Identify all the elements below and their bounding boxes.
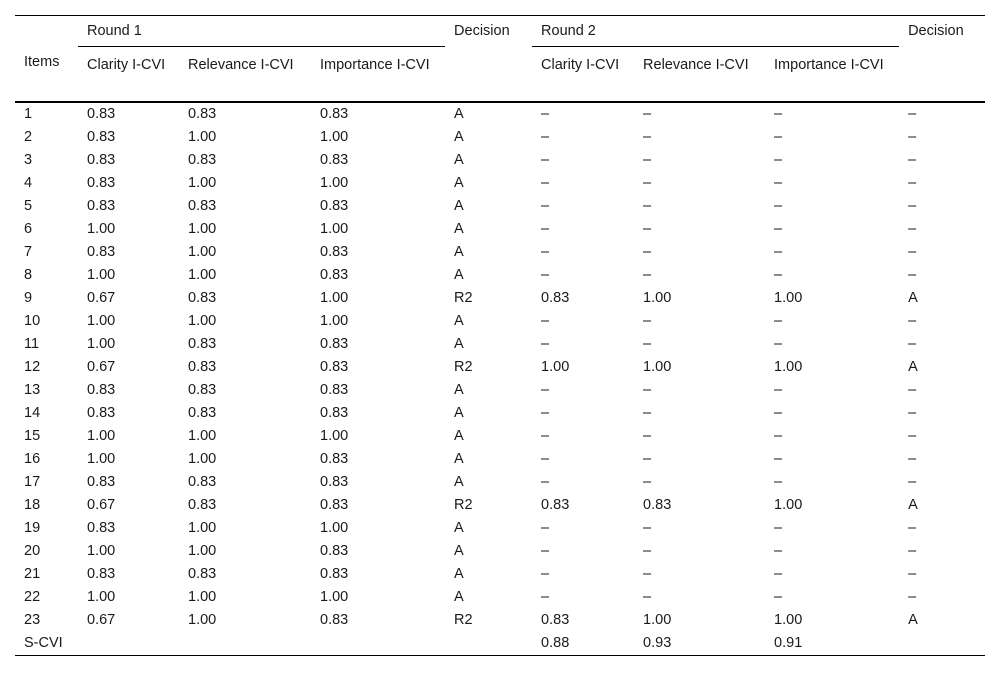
- decision-r2-cell: –: [908, 565, 917, 582]
- relevance-r2-cell: –: [643, 151, 652, 168]
- clarity-r2-cell: –: [541, 473, 550, 490]
- relevance-r1-cell: 0.83: [188, 381, 217, 398]
- importance-r1-cell: 0.83: [320, 105, 349, 122]
- importance-r2-cell: 1.00: [774, 611, 803, 628]
- round1-header: Round 1: [78, 16, 445, 47]
- item-cell: 1: [24, 105, 33, 122]
- decision-r1-cell: A: [454, 381, 464, 398]
- decision-r2-cell: –: [908, 105, 917, 122]
- relevance-r1-cell: [179, 632, 311, 656]
- clarity-r2-cell: –: [541, 404, 550, 421]
- relevance-r1-cell: 1.00: [188, 450, 217, 467]
- relevance-r1-cell: 1.00: [188, 243, 217, 260]
- relevance-r1-cell: 0.83: [188, 289, 217, 306]
- clarity-r1-cell: 1.00: [87, 450, 116, 467]
- decision-r2-cell: A: [908, 289, 918, 306]
- clarity-r1-cell: 0.67: [87, 496, 116, 513]
- table-row: [15, 471, 985, 494]
- table-body: [15, 102, 985, 656]
- decision-r1-cell: A: [454, 220, 464, 237]
- items-header: Items: [15, 16, 78, 102]
- clarity-r2-cell: –: [541, 312, 550, 329]
- clarity-r2-cell: –: [541, 174, 550, 191]
- clarity-r2-cell: –: [541, 243, 550, 260]
- relevance-r2-cell: –: [643, 174, 652, 191]
- relevance-r2-cell: 1.00: [643, 358, 672, 375]
- relevance-r1-cell: 1.00: [188, 588, 217, 605]
- relevance-r2-cell: –: [643, 519, 652, 536]
- relevance-r1-cell: 1.00: [188, 220, 217, 237]
- clarity-r1-cell: 0.67: [87, 358, 116, 375]
- relevance-header-r1: Relevance I-CVI: [179, 47, 311, 102]
- clarity-r1-cell: 0.83: [87, 473, 116, 490]
- round2-header: Round 2: [532, 16, 899, 47]
- decision-r2-cell: –: [908, 220, 917, 237]
- item-cell: 17: [24, 473, 41, 490]
- item-cell: 18: [24, 496, 41, 513]
- clarity-r2-cell: –: [541, 128, 550, 145]
- importance-r2-cell: –: [774, 128, 783, 145]
- clarity-r1-cell: 0.83: [87, 404, 116, 421]
- decision-r2-cell: –: [908, 542, 917, 559]
- relevance-header-r2: Relevance I-CVI: [634, 47, 765, 102]
- clarity-header-r1: Clarity I-CVI: [78, 47, 179, 102]
- importance-r2-cell: –: [774, 312, 783, 329]
- importance-r1-cell: 1.00: [320, 174, 349, 191]
- importance-r1-cell: 1.00: [320, 312, 349, 329]
- importance-r2-cell: –: [774, 151, 783, 168]
- relevance-r1-cell: 0.83: [188, 496, 217, 513]
- clarity-r2-cell: –: [541, 105, 550, 122]
- table-row: [15, 241, 985, 264]
- importance-r2-cell: –: [774, 542, 783, 559]
- relevance-r1-cell: 0.83: [188, 151, 217, 168]
- table-row: [15, 126, 985, 149]
- clarity-r2-cell: –: [541, 588, 550, 605]
- decision-r1-cell: A: [454, 312, 464, 329]
- importance-r1-cell: 0.83: [320, 358, 349, 375]
- relevance-r2-cell: –: [643, 335, 652, 352]
- importance-r2-cell: –: [774, 381, 783, 398]
- relevance-r2-cell: –: [643, 450, 652, 467]
- decision-r2-cell: –: [908, 128, 917, 145]
- table-row: [15, 264, 985, 287]
- decision-r2-cell: A: [908, 611, 918, 628]
- importance-r1-cell: 0.83: [320, 473, 349, 490]
- importance-r2-cell: –: [774, 197, 783, 214]
- table-row: [15, 448, 985, 471]
- decision-r1-cell: A: [454, 151, 464, 168]
- clarity-r2-cell: 1.00: [541, 358, 570, 375]
- importance-r1-cell: 0.83: [320, 404, 349, 421]
- header-row-1: [15, 16, 985, 47]
- relevance-r2-cell: 0.83: [643, 496, 672, 513]
- relevance-r2-cell: –: [643, 542, 652, 559]
- item-cell: 6: [24, 220, 33, 237]
- clarity-r1-cell: 0.83: [87, 565, 116, 582]
- importance-r2-cell: –: [774, 220, 783, 237]
- relevance-r1-cell: 1.00: [188, 128, 217, 145]
- decision-r2-cell: –: [908, 450, 917, 467]
- relevance-r1-cell: 0.83: [188, 197, 217, 214]
- cvi-table: [15, 15, 985, 656]
- decision-r1-cell: A: [454, 197, 464, 214]
- clarity-r2-cell: 0.83: [541, 289, 570, 306]
- item-cell: 7: [24, 243, 33, 260]
- decision-r2-cell: –: [908, 588, 917, 605]
- clarity-r1-cell: 1.00: [87, 266, 116, 283]
- table-row: [15, 172, 985, 195]
- clarity-r1-cell: 0.83: [87, 174, 116, 191]
- importance-r1-cell: 0.83: [320, 381, 349, 398]
- item-cell: 5: [24, 197, 33, 214]
- table-header: [15, 16, 985, 102]
- relevance-r2-cell: –: [643, 312, 652, 329]
- relevance-r1-cell: 0.83: [188, 105, 217, 122]
- importance-r1-cell: 0.83: [320, 197, 349, 214]
- clarity-r2-cell: –: [541, 266, 550, 283]
- decision-r2-cell: –: [908, 519, 917, 536]
- relevance-r1-cell: 1.00: [188, 312, 217, 329]
- table-row: [15, 402, 985, 425]
- importance-r1-cell: 0.83: [320, 496, 349, 513]
- relevance-r1-cell: 0.83: [188, 404, 217, 421]
- clarity-r1-cell: 0.67: [87, 289, 116, 306]
- decision-r1-cell: [445, 632, 532, 656]
- importance-r2-cell: –: [774, 427, 783, 444]
- item-cell: 15: [24, 427, 41, 444]
- decision-r2-cell: –: [908, 381, 917, 398]
- relevance-r2-cell: 1.00: [643, 611, 672, 628]
- relevance-r2-cell: –: [643, 266, 652, 283]
- clarity-r2-cell: –: [541, 151, 550, 168]
- relevance-r2-cell: –: [643, 588, 652, 605]
- decision-r1-cell: A: [454, 542, 464, 559]
- relevance-r2-cell: –: [643, 243, 652, 260]
- importance-r1-cell: 1.00: [320, 128, 349, 145]
- relevance-r2-cell: –: [643, 427, 652, 444]
- decision-r2-cell: A: [908, 496, 918, 513]
- relevance-r1-cell: 1.00: [188, 611, 217, 628]
- clarity-r1-cell: 0.83: [87, 519, 116, 536]
- clarity-r2-cell: 0.83: [541, 611, 570, 628]
- table-row: [15, 379, 985, 402]
- clarity-r1-cell: 1.00: [87, 588, 116, 605]
- table-row: [15, 563, 985, 586]
- relevance-r2-cell: –: [643, 381, 652, 398]
- item-cell: 22: [24, 588, 41, 605]
- item-cell: 2: [24, 128, 33, 145]
- importance-r2-cell: –: [774, 404, 783, 421]
- clarity-r1-cell: 1.00: [87, 220, 116, 237]
- clarity-r1-cell: 0.83: [87, 197, 116, 214]
- item-cell: 13: [24, 381, 41, 398]
- table-row: [15, 609, 985, 632]
- decision-r1-cell: A: [454, 105, 464, 122]
- relevance-r1-cell: 1.00: [188, 542, 217, 559]
- clarity-header-r2: Clarity I-CVI: [532, 47, 634, 102]
- decision-r2-cell: –: [908, 174, 917, 191]
- relevance-r1-cell: 0.83: [188, 565, 217, 582]
- item-cell: 9: [24, 289, 33, 306]
- importance-r2-cell: –: [774, 335, 783, 352]
- decision-r1-cell: R2: [454, 496, 473, 513]
- table-row: [15, 586, 985, 609]
- importance-r1-cell: 0.83: [320, 565, 349, 582]
- importance-r2-cell: –: [774, 450, 783, 467]
- importance-r2-cell: –: [774, 519, 783, 536]
- relevance-r1-cell: 1.00: [188, 266, 217, 283]
- item-cell: 10: [24, 312, 41, 329]
- item-cell: 19: [24, 519, 41, 536]
- item-cell: 4: [24, 174, 33, 191]
- decision-r1-cell: A: [454, 427, 464, 444]
- relevance-r1-cell: 0.83: [188, 358, 217, 375]
- relevance-r2-cell: 1.00: [643, 289, 672, 306]
- clarity-r2-cell: –: [541, 450, 550, 467]
- table-row: [15, 287, 985, 310]
- importance-r1-cell: 0.83: [320, 450, 349, 467]
- item-cell: 14: [24, 404, 41, 421]
- table-row: [15, 517, 985, 540]
- importance-r1-cell: [311, 632, 445, 656]
- importance-r2-cell: –: [774, 588, 783, 605]
- importance-header-r1: Importance I-CVI: [311, 47, 445, 102]
- table-row: [15, 540, 985, 563]
- importance-r2-cell: –: [774, 105, 783, 122]
- clarity-r1-cell: 1.00: [87, 427, 116, 444]
- decision-r1-cell: A: [454, 266, 464, 283]
- relevance-r2-cell: –: [643, 565, 652, 582]
- importance-r2-cell: 1.00: [774, 358, 803, 375]
- item-cell: 11: [24, 335, 40, 352]
- decision-r1-cell: R2: [454, 289, 473, 306]
- decision-r2-cell: –: [908, 473, 917, 490]
- decision-r2-cell: –: [908, 151, 917, 168]
- item-cell: 21: [24, 565, 41, 582]
- importance-r1-cell: 0.83: [320, 243, 349, 260]
- relevance-r2-cell: –: [643, 128, 652, 145]
- decision-r1-cell: R2: [454, 358, 473, 375]
- importance-r2-cell: 1.00: [774, 289, 803, 306]
- importance-r1-cell: 0.83: [320, 335, 349, 352]
- importance-r1-cell: 1.00: [320, 220, 349, 237]
- importance-r2-cell: –: [774, 174, 783, 191]
- clarity-r2-cell: 0.88: [532, 632, 634, 656]
- relevance-r2-cell: –: [643, 220, 652, 237]
- item-cell: 8: [24, 266, 33, 283]
- relevance-r2-cell: –: [643, 105, 652, 122]
- importance-r1-cell: 0.83: [320, 266, 349, 283]
- clarity-r2-cell: –: [541, 427, 550, 444]
- clarity-r1-cell: [78, 632, 179, 656]
- clarity-r2-cell: –: [541, 519, 550, 536]
- clarity-r1-cell: 0.83: [87, 128, 116, 145]
- importance-header-r2: Importance I-CVI: [765, 47, 899, 102]
- relevance-r1-cell: 1.00: [188, 174, 217, 191]
- table-row: [15, 195, 985, 218]
- clarity-r1-cell: 1.00: [87, 335, 116, 352]
- decision-r2-cell: –: [908, 312, 917, 329]
- relevance-r1-cell: 0.83: [188, 335, 217, 352]
- importance-r1-cell: 1.00: [320, 289, 349, 306]
- clarity-r2-cell: –: [541, 220, 550, 237]
- decision-r1-cell: A: [454, 450, 464, 467]
- clarity-r1-cell: 0.83: [87, 105, 116, 122]
- clarity-r2-cell: –: [541, 197, 550, 214]
- clarity-r1-cell: 0.83: [87, 243, 116, 260]
- relevance-r2-cell: –: [643, 197, 652, 214]
- relevance-r1-cell: 1.00: [188, 427, 217, 444]
- importance-r1-cell: 0.83: [320, 542, 349, 559]
- decision-r1-cell: R2: [454, 611, 473, 628]
- decision-r2-cell: –: [908, 335, 917, 352]
- item-cell: S-CVI: [15, 632, 78, 656]
- decision-r2-cell: –: [908, 243, 917, 260]
- decision-r1-cell: A: [454, 565, 464, 582]
- decision2-header: Decision: [899, 16, 985, 102]
- decision-r1-cell: A: [454, 519, 464, 536]
- decision-r1-cell: A: [454, 473, 464, 490]
- decision1-header: Decision: [445, 16, 532, 102]
- table-row: [15, 356, 985, 379]
- importance-r1-cell: 0.83: [320, 611, 349, 628]
- importance-r1-cell: 1.00: [320, 519, 349, 536]
- table-row: [15, 333, 985, 356]
- importance-r2-cell: –: [774, 243, 783, 260]
- decision-r1-cell: A: [454, 128, 464, 145]
- decision-r2-cell: A: [908, 358, 918, 375]
- importance-r2-cell: –: [774, 473, 783, 490]
- clarity-r2-cell: –: [541, 381, 550, 398]
- relevance-r1-cell: 1.00: [188, 519, 217, 536]
- importance-r2-cell: 1.00: [774, 496, 803, 513]
- clarity-r1-cell: 1.00: [87, 542, 116, 559]
- relevance-r2-cell: –: [643, 473, 652, 490]
- clarity-r1-cell: 0.83: [87, 381, 116, 398]
- importance-r1-cell: 0.83: [320, 151, 349, 168]
- decision-r2-cell: –: [908, 197, 917, 214]
- importance-r2-cell: –: [774, 565, 783, 582]
- decision-r1-cell: A: [454, 174, 464, 191]
- importance-r2-cell: –: [774, 266, 783, 283]
- decision-r1-cell: A: [454, 243, 464, 260]
- item-cell: 12: [24, 358, 41, 375]
- relevance-r1-cell: 0.83: [188, 473, 217, 490]
- decision-r1-cell: A: [454, 404, 464, 421]
- table-row: [15, 632, 985, 656]
- clarity-r2-cell: 0.83: [541, 496, 570, 513]
- item-cell: 16: [24, 450, 41, 467]
- decision-r2-cell: –: [908, 427, 917, 444]
- relevance-r2-cell: –: [643, 404, 652, 421]
- decision-r2-cell: –: [908, 404, 917, 421]
- decision-r1-cell: A: [454, 335, 464, 352]
- table-row: [15, 494, 985, 517]
- table-row: [15, 425, 985, 448]
- relevance-r2-cell: 0.93: [634, 632, 765, 656]
- item-cell: 3: [24, 151, 33, 168]
- clarity-r1-cell: 0.67: [87, 611, 116, 628]
- table-row: [15, 149, 985, 172]
- decision-r2-cell: [899, 632, 985, 656]
- table-row: [15, 102, 985, 126]
- importance-r1-cell: 1.00: [320, 588, 349, 605]
- clarity-r2-cell: –: [541, 335, 550, 352]
- clarity-r1-cell: 1.00: [87, 312, 116, 329]
- clarity-r1-cell: 0.83: [87, 151, 116, 168]
- clarity-r2-cell: –: [541, 565, 550, 582]
- item-cell: 23: [24, 611, 41, 628]
- importance-r2-cell: 0.91: [765, 632, 899, 656]
- table-row: [15, 218, 985, 241]
- importance-r1-cell: 1.00: [320, 427, 349, 444]
- decision-r1-cell: A: [454, 588, 464, 605]
- decision-r2-cell: –: [908, 266, 917, 283]
- clarity-r2-cell: –: [541, 542, 550, 559]
- item-cell: 20: [24, 542, 41, 559]
- table-row: [15, 310, 985, 333]
